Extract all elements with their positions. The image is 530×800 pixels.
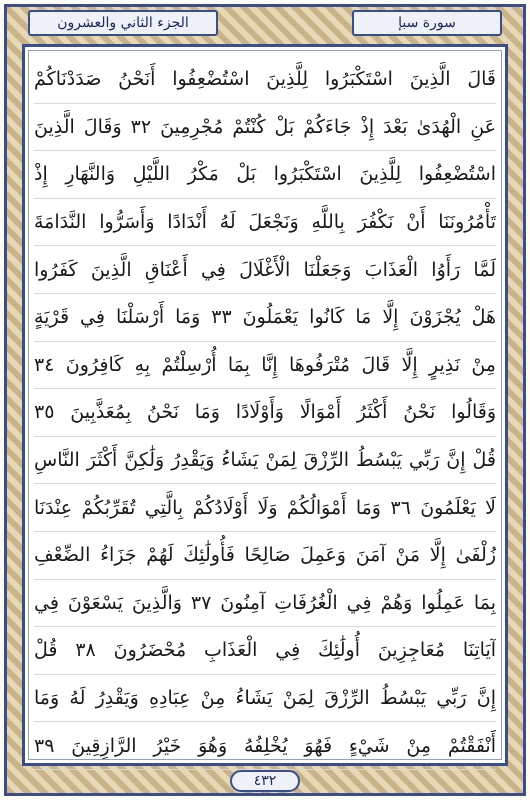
surah-label-box — [352, 10, 502, 36]
text-line: أَنْفَقْتُمْ مِنْ شَيْءٍ فَهُوَ يُخْلِفُهُ وَهُوَ خَيْرُ الرَّازِقِينَ ٣٩ — [34, 722, 496, 770]
text-line: آيَاتِنَا مُعَاجِزِينَ أُولَٰئِكَ فِي الْعَذَابِ مُحْضَرُونَ ٣٨ قُلْ — [34, 627, 496, 675]
page-footer — [0, 770, 530, 796]
page-header — [28, 8, 502, 38]
juz-label: الجزء الثاني والعشرون — [57, 15, 189, 31]
text-line: هَلْ يُجْزَوْنَ إِلَّا مَا كَانُوا يَعْمَلُونَ ٣٣ وَمَا أَرْسَلْنَا فِي قَرْيَةٍ — [34, 294, 496, 342]
text-line: لَمَّا رَأَوُا الْعَذَابَ وَجَعَلْنَا الْأَغْلَالَ فِي أَعْنَاقِ الَّذِينَ كَفَرُوا — [34, 246, 496, 294]
surah-label: سورة سبإ — [398, 15, 456, 31]
text-line: مِنْ نَذِيرٍ إِلَّا قَالَ مُتْرَفُوهَا إِنَّا بِمَا أُرْسِلْتُمْ بِهِ كَافِرُونَ ٣٤ — [34, 342, 496, 390]
text-lines — [34, 56, 496, 756]
page-number: ٤٣٢ — [230, 770, 300, 792]
text-line: اسْتُضْعِفُوا لِلَّذِينَ اسْتَكْبَرُوا بَلْ مَكْرُ اللَّيْلِ وَالنَّهَارِ إِذْ — [34, 151, 496, 199]
text-line: لَا يَعْلَمُونَ ٣٦ وَمَا أَمْوَالُكُمْ وَلَا أَوْلَادُكُمْ بِالَّتِي تُقَرِّبُكُمْ عِنْدَنَا — [34, 484, 496, 532]
text-line: قَالَ الَّذِينَ اسْتَكْبَرُوا لِلَّذِينَ اسْتُضْعِفُوا أَنَحْنُ صَدَدْنَاكُمْ — [34, 56, 496, 104]
text-line: تَأْمُرُونَنَا أَنْ نَكْفُرَ بِاللَّهِ وَنَجْعَلَ لَهُ أَنْدَادًا وَأَسَرُّوا النَّدَامَةَ — [34, 199, 496, 247]
text-line: زُلْفَىٰ إِلَّا مَنْ آمَنَ وَعَمِلَ صَالِحًا فَأُولَٰئِكَ لَهُمْ جَزَاءُ الضِّعْفِ — [34, 532, 496, 580]
juz-label-box — [28, 10, 218, 36]
text-line: قُلْ إِنَّ رَبِّي يَبْسُطُ الرِّزْقَ لِمَنْ يَشَاءُ وَيَقْدِرُ وَلَٰكِنَّ أَكْثَرَ النَّاسِ — [34, 437, 496, 485]
text-line: عَنِ الْهُدَىٰ بَعْدَ إِذْ جَاءَكُمْ بَلْ كُنْتُمْ مُجْرِمِينَ ٣٢ وَقَالَ الَّذِينَ — [34, 104, 496, 152]
text-line: بِمَا عَمِلُوا وَهُمْ فِي الْغُرُفَاتِ آمِنُونَ ٣٧ وَالَّذِينَ يَسْعَوْنَ فِي — [34, 580, 496, 628]
text-line: وَقَالُوا نَحْنُ أَكْثَرُ أَمْوَالًا وَأَوْلَادًا وَمَا نَحْنُ بِمُعَذَّبِينَ ٣٥ — [34, 389, 496, 437]
text-line: إِنَّ رَبِّي يَبْسُطُ الرِّزْقَ لِمَنْ يَشَاءُ مِنْ عِبَادِهِ وَيَقْدِرُ لَهُ وَمَا — [34, 675, 496, 723]
